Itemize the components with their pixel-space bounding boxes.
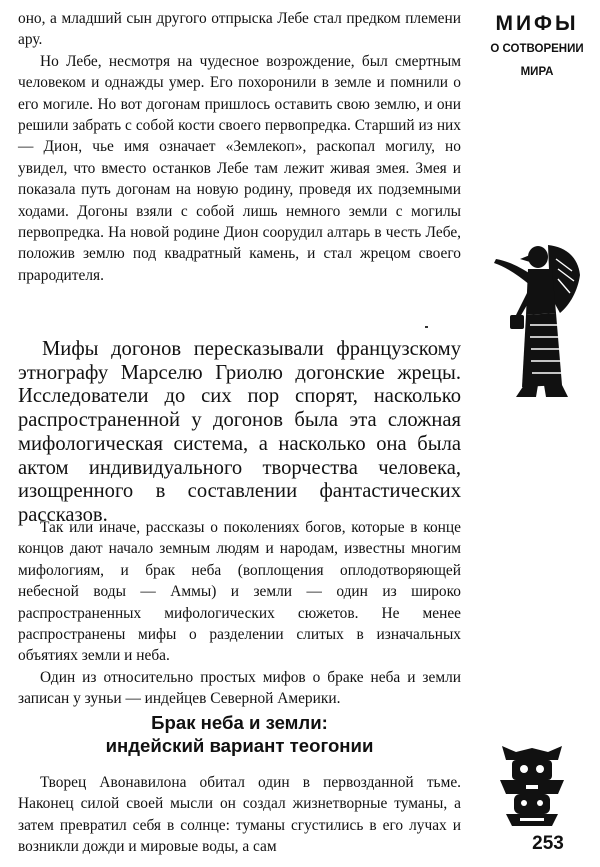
section-heading-line2: индейский вариант теогонии: [105, 735, 374, 756]
paragraph-3: Так или иначе, рассказы о поколениях богов, которые в конце концов дают начало земным людям и народам, известны многим мифологиям, и брак неба (воплощения оплодотворяющей небесной воды — Аммы) и земли — один из широко распространенных мифологических сюжетов. Не менее распространены мифы о разделении слитых в изначальных объятиях земли и неба.: [18, 519, 461, 665]
section-heading-line1: Брак неба и земли:: [151, 712, 328, 733]
totem-pole-figure-icon: [496, 742, 568, 827]
text-block-bottom: [18, 772, 461, 858]
sidebar-title-main: МИФЫ: [495, 12, 579, 35]
winged-deity-figure-icon: [486, 235, 586, 400]
text-block-middle: [18, 517, 461, 710]
sidebar-title-line3: МИРА: [520, 66, 554, 78]
lead-paragraph: Мифы догонов пересказывали французскому этнографу Марселю Гриолю догонские жрецы. Исследователи до сих пор спорят, насколько распространенной у догонов была эта сложная мифологическая система, а насколько она была актом индивидуального творчества человека, изощренного в составлении фантастических рассказов.: [18, 338, 461, 526]
page-number: 253: [532, 833, 564, 854]
paragraph-1: оно, а младший сын другого отпрыска Лебе стал предком племени ару.: [18, 10, 461, 49]
paragraph-2: Но Лебе, несмотря на чудесное возрождение, был смертным человеком и однажды умер. Его похоронили в земле и помнили о его могиле. Но вот догонам пришлось оставить свою землю, и они решили забрать с собой кости своего первопредка. Старший из них — Дион, чье имя означает «Землекоп», раскопал могилу, но увидел, что вместо останков Лебе там лежит живая змея. Змея и показала путь догонам на новую родину, проведя их подземными ходами. Догоны взяли с собой лишь немного земли с могилы первопредка. На новой родине Дион соорудил алтарь в честь Лебе, положив землю под квадратный камень, и стал жрецом своего прародителя.: [18, 52, 461, 284]
section-heading: [18, 711, 461, 757]
sidebar-title-line2: О СОТВОРЕНИИ: [490, 43, 584, 55]
paragraph-5: Творец Авонавилона обитал один в первозданной тьме. Наконец силой своей мысли он создал жизнетворные туманы, а затем превратил себя в солнце: туманы сгустились в его лучах и возникли дожди и мировые воды, а сам: [18, 774, 461, 856]
print-speck: [425, 326, 428, 328]
sidebar-title: [478, 10, 596, 84]
paragraph-4: Один из относительно простых мифов о браке неба и земли записан у зуньи — индейцев Северной Америки.: [18, 668, 461, 708]
text-block-top: [18, 8, 461, 286]
